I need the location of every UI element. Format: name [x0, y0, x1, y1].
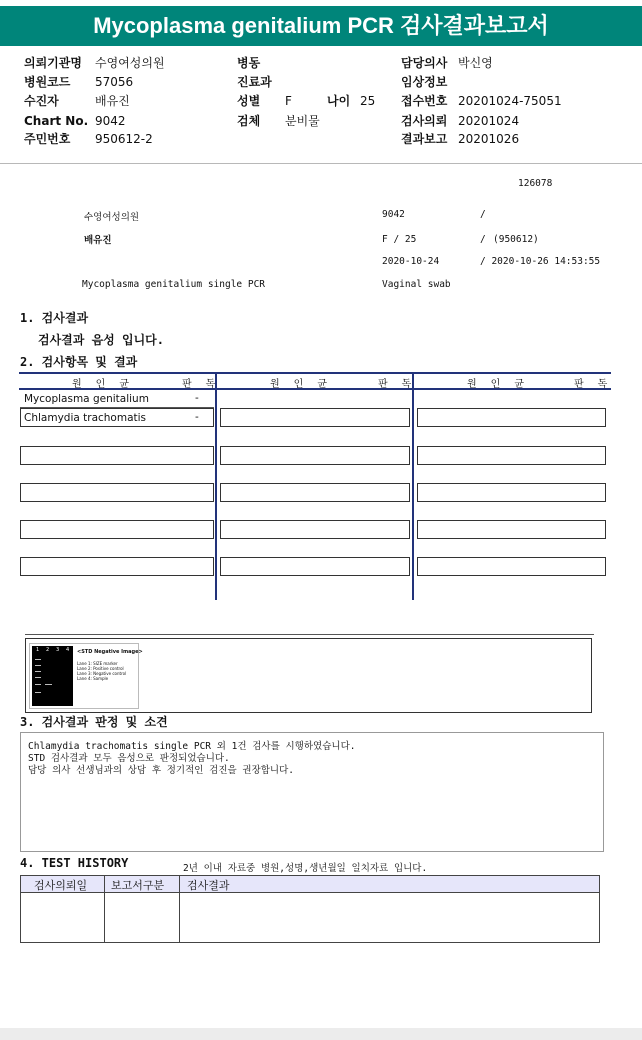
ward-label: 병동	[237, 56, 261, 70]
lane-number: 4	[66, 647, 70, 653]
clinical-info-label: 임상정보	[401, 75, 448, 89]
gel-electrophoresis-image	[32, 646, 73, 706]
header-judge-2: 판 독	[378, 379, 416, 390]
age-label: 나이	[327, 94, 351, 108]
info-chart: 9042	[382, 209, 405, 220]
page-bottom-bar	[0, 1028, 642, 1040]
gel-title: <STD Negative Image>	[77, 649, 143, 655]
result-cell	[417, 446, 606, 465]
info-sex-age: F / 25	[382, 234, 417, 245]
opinion-line: STD 검사결과 모두 음성으로 판정되었습니다.	[28, 753, 230, 764]
clinic-value: 수영여성의원	[95, 56, 165, 70]
history-col-divider	[104, 875, 105, 943]
organism-result: -	[195, 392, 199, 404]
table-top-rule	[19, 372, 611, 374]
info-slash: /	[480, 209, 486, 220]
marker-band	[35, 659, 41, 660]
resident-no-label: 주민번호	[24, 132, 71, 146]
patient-value: 배유진	[95, 94, 130, 108]
marker-band	[35, 665, 41, 666]
info-specimen: Vaginal swab	[382, 279, 451, 290]
history-col-divider	[179, 875, 180, 943]
info-birth: (950612)	[493, 234, 539, 245]
gel-rule	[25, 634, 594, 635]
history-header-report-type: 보고서구분	[111, 879, 165, 892]
positive-band	[45, 684, 52, 685]
dept-label: 진료과	[237, 75, 272, 89]
info-date-received: 2020-10-24	[382, 256, 440, 267]
marker-band	[35, 684, 41, 685]
result-cell	[220, 446, 410, 465]
hospital-code-value: 57056	[95, 75, 134, 89]
header-judge-1: 판 독	[182, 379, 220, 390]
result-cell	[417, 520, 606, 539]
result-cell	[20, 483, 214, 502]
result-cell	[20, 557, 214, 576]
result-cell	[220, 557, 410, 576]
section3-title: 3. 검사결과 판정 및 소견	[20, 715, 168, 729]
lane-number: 3	[56, 647, 60, 653]
section1-result: 검사결과 음성 입니다.	[38, 333, 165, 347]
sex-label: 성별	[237, 94, 261, 108]
section1-title: 1. 검사결과	[20, 311, 89, 325]
specimen-code: 126078	[518, 178, 553, 189]
section4-title: 4. TEST HISTORY	[20, 856, 129, 870]
history-note: 2년 이내 자료중 병원,성명,생년월일 일치자료 입니다.	[183, 863, 428, 874]
header-organism-1: 원 인 균	[72, 379, 134, 390]
receipt-no-label: 접수번호	[401, 94, 448, 108]
opinion-line: Chlamydia trachomatis single PCR 외 1건 검사를 시행하였습니다.	[28, 741, 356, 752]
clinic-label: 의뢰기관명	[24, 56, 82, 70]
header-judge-3: 판 독	[574, 379, 612, 390]
organism-name: Mycoplasma genitalium	[24, 393, 149, 405]
info-slash-2: /	[480, 234, 486, 245]
table-divider-2	[412, 374, 414, 600]
result-cell	[220, 483, 410, 502]
history-header-row	[20, 875, 600, 893]
result-cell	[220, 408, 410, 427]
lane-number: 2	[46, 647, 50, 653]
history-header-request-date: 검사의뢰일	[34, 879, 88, 892]
history-header-result: 검사결과	[187, 879, 230, 892]
gel-legend-item: Lane 4: Sample	[77, 676, 109, 681]
marker-band	[35, 677, 41, 678]
opinion-line: 담당 의사 선생님과의 상담 후 정기적인 검진을 권장합니다.	[28, 765, 295, 776]
marker-band	[35, 692, 41, 693]
gel-legend-item: Lane 1: SIZE marker	[77, 661, 118, 666]
sex-value: F	[285, 94, 292, 108]
header-organism-3: 원 인 균	[467, 379, 529, 390]
gel-image	[29, 643, 143, 709]
info-clinic: 수영여성의원	[84, 212, 140, 223]
gel-legend-item: Lane 3: Negative control	[77, 671, 127, 676]
patient-label: 수진자	[24, 94, 59, 108]
organism-name: Chlamydia trachomatis	[24, 412, 147, 424]
header-organism-2: 원 인 균	[270, 379, 332, 390]
resident-no-value: 950612-2	[95, 132, 153, 146]
marker-band	[35, 671, 41, 672]
info-date-reported: / 2020-10-26 14:53:55	[480, 256, 601, 267]
request-date-label: 검사의뢰	[401, 114, 448, 128]
section2-title: 2. 검사항목 및 결과	[20, 355, 138, 369]
request-date-value: 20201024	[458, 114, 520, 128]
specimen-value: 분비물	[285, 114, 320, 128]
result-cell	[417, 408, 606, 427]
info-test-name: Mycoplasma genitalium single PCR	[82, 279, 266, 290]
result-cell	[220, 520, 410, 539]
result-cell	[20, 520, 214, 539]
result-cell	[20, 446, 214, 465]
history-body	[20, 892, 600, 943]
organism-result: -	[195, 411, 199, 423]
doctor-value: 박신영	[458, 56, 493, 70]
gel-legend-item: Lane 2: Positive control	[77, 666, 124, 671]
result-cell	[417, 483, 606, 502]
table-divider-1	[215, 374, 217, 600]
receipt-no-value: 20201024-75051	[458, 94, 562, 108]
info-patient: 배유진	[84, 235, 112, 246]
result-cell	[417, 557, 606, 576]
lane-number: 1	[36, 647, 40, 653]
header-divider	[0, 163, 642, 164]
report-date-label: 결과보고	[401, 132, 448, 146]
chart-no-value: 9042	[95, 114, 126, 128]
doctor-label: 담당의사	[401, 56, 448, 70]
specimen-label: 검체	[237, 114, 261, 128]
hospital-code-label: 병원코드	[24, 75, 71, 89]
report-title: Mycoplasma genitalium PCR 검사결과보고서	[0, 6, 642, 46]
age-value: 25	[360, 94, 376, 108]
chart-no-label: Chart No.	[24, 114, 89, 128]
report-date-value: 20201026	[458, 132, 520, 146]
